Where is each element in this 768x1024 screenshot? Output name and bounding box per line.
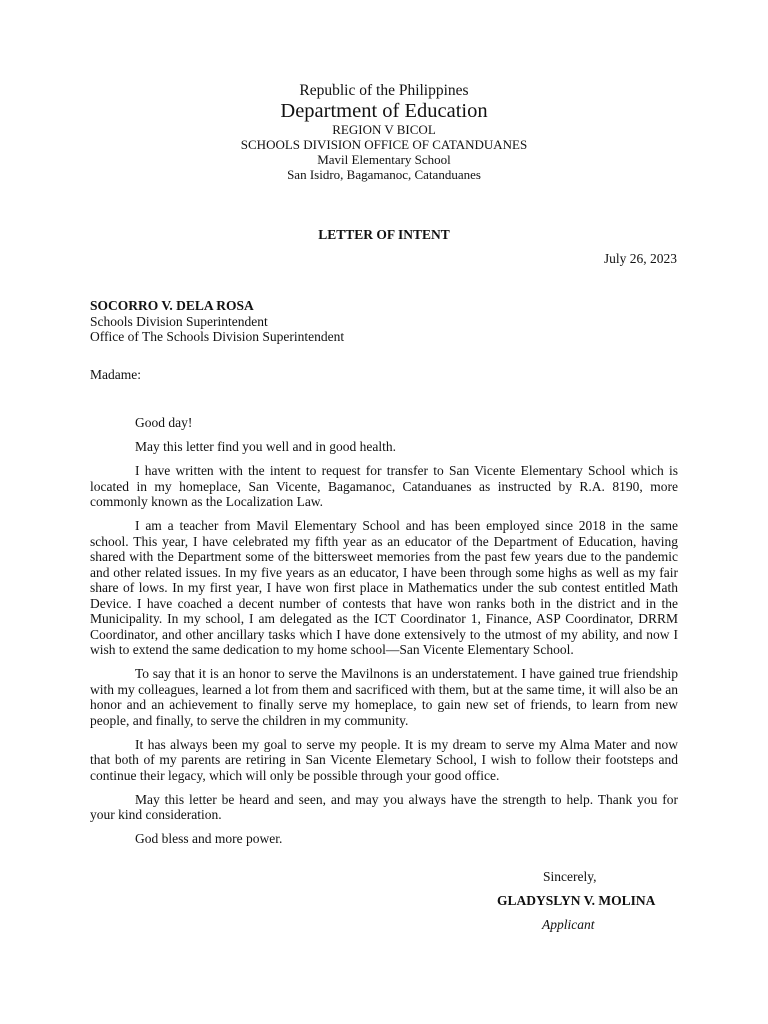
paragraph-greeting: Good day!	[135, 415, 193, 430]
school-name: Mavil Elementary School	[317, 152, 451, 167]
school-address: San Isidro, Bagamanoc, Catanduanes	[287, 167, 481, 182]
letter-date: July 26, 2023	[603, 251, 677, 266]
closing: Sincerely,	[543, 869, 597, 884]
paragraph-goal: It has always been my goal to serve my people. It is my dream to serve my Alma Mater and now that both of my parents are retiring in San Vicente Elemetary School, I wish to follow their footsteps and continue their legacy, which will only be possible through your good office.	[90, 736, 678, 783]
signer-role: Applicant	[542, 917, 595, 932]
department-name: Department of Education	[280, 100, 488, 122]
region-line: REGION V BICOL	[332, 122, 436, 137]
signer-name: GLADYSLYN V. MOLINA	[497, 893, 656, 908]
division-office-line: SCHOOLS DIVISION OFFICE OF CATANDUANES	[240, 137, 528, 152]
paragraph-wellwishes: May this letter find you well and in good health.	[135, 439, 396, 454]
recipient-office: Office of The Schools Division Superintendent	[90, 329, 345, 344]
republic-line: Republic of the Philippines	[299, 82, 469, 99]
letter-title: LETTER OF INTENT	[318, 227, 450, 242]
recipient-block	[90, 298, 344, 345]
paragraph-intent: I have written with the intent to request for transfer to San Vicente Elementary School which is located in my homeplace, San Vicente, Bagamanoc, Catanduanes as instructed by R.A. 8190, more commonly known as the Localization Law.	[90, 463, 678, 509]
letterhead	[0, 81, 768, 182]
paragraph-honor: To say that it is an honor to serve the Mavilnons is an understatement. I have gained true friendship with my colleagues, learned a lot from them and sacrificed with them, but at the same time, it will also be an honor and an achievement to finally serve my homeplace, to gain new set of friends, to learn from new people, and finally, to serve the children in my community.	[90, 666, 678, 728]
recipient-name: SOCORRO V. DELA ROSA	[90, 298, 254, 313]
paragraph-thanks: May this letter be heard and seen, and may you always have the strength to help. Thank you for your kind consideration.	[90, 791, 678, 822]
recipient-position: Schools Division Superintendent	[90, 313, 268, 329]
paragraph-blessing: God bless and more power.	[135, 831, 283, 846]
salutation: Madame:	[90, 367, 141, 382]
paragraph-background: I am a teacher from Mavil Elementary School and has been employed since 2018 in the same school. This year, I have celebrated my fifth year as an educator of the Department of Education, having shared with the Department some of the bittersweet memories from the past few years due to the pandemic and other related issues. In my five years as an educator, I have been through some highs as well as my fair share of lows. In my first year, I have won first place in Mathematics under the sub contest entitled Math Device. I have coached a decent number of contests that have won ranks both in the district and in the Municipality. In my school, I am delegated as the ICT Coordinator 1, Finance, ASP Coordinator, DRRM Coordinator, and other ancillary tasks which I have done extensively to the utmost of my ability, and now I wish to extend the same dedication to my home school—San Vicente Elementary School.	[90, 518, 678, 657]
letter-body	[90, 415, 678, 855]
